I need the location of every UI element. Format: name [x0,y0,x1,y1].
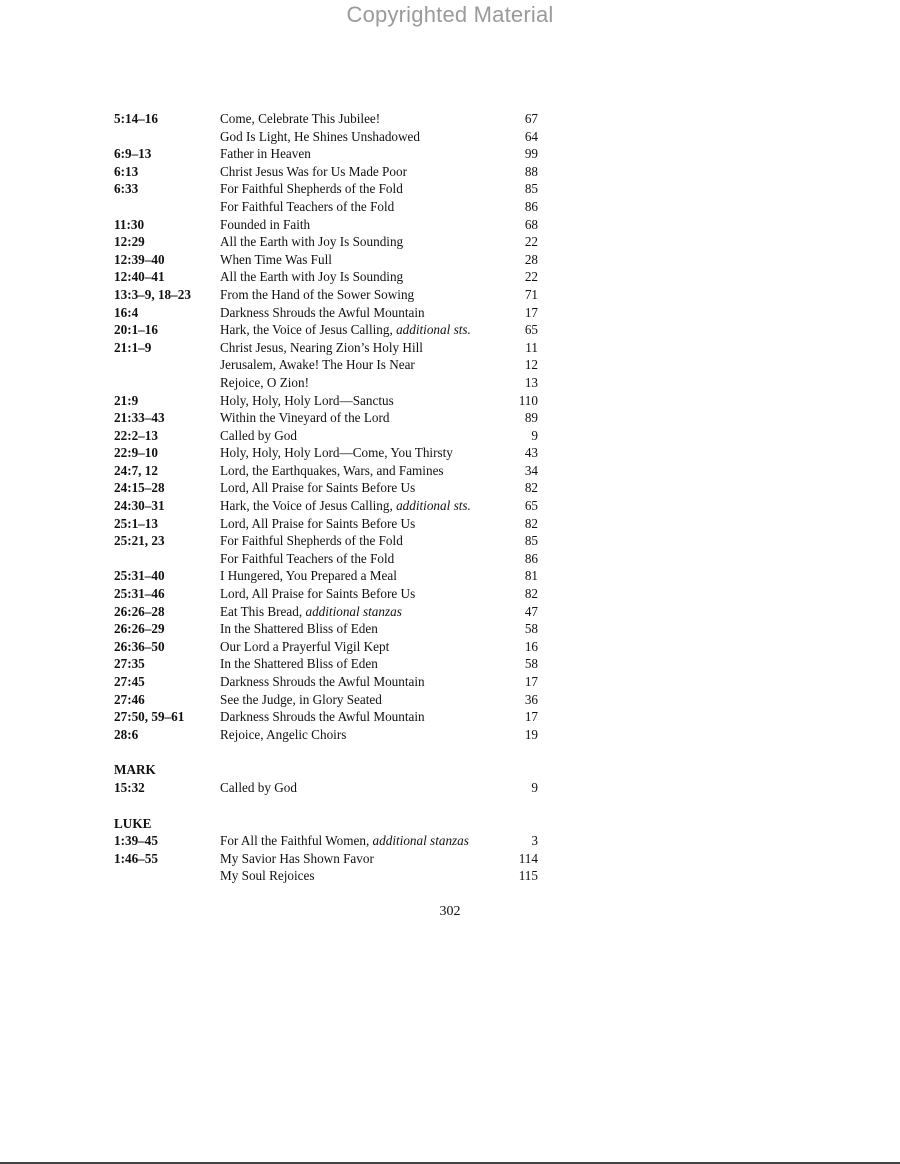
index-row [114,462,540,480]
index-row [114,603,540,621]
hymn-number: 85 [524,181,538,197]
scripture-reference: 25:31–46 [114,586,165,602]
hymn-number: 85 [524,533,538,549]
index-row [114,691,540,709]
hymn-title [220,532,403,550]
index-row [114,673,540,691]
scripture-reference: 22:9–10 [114,445,158,461]
hymn-title-text: For Faithful Teachers of the Fold [220,550,395,566]
scripture-reference: 5:14–16 [114,111,158,126]
scripture-reference: 27:45 [114,674,145,689]
index-row [114,233,540,251]
hymn-title [220,427,297,445]
hymn-number: 89 [524,410,538,426]
index-row [114,585,540,603]
index-row [114,726,540,744]
index-row [114,655,540,673]
scripture-reference: 26:26–28 [114,603,165,619]
index-row [114,444,540,462]
hymn-number: 3 [531,833,538,849]
scripture-index [114,110,540,885]
hymn-title [220,163,407,181]
hymn-number: 17 [524,709,538,725]
page-number: 302 [439,904,461,919]
hymn-number: 81 [524,568,538,584]
hymn-title-text: From the Hand of the Sower Sowing [220,286,415,302]
index-row [114,567,540,585]
index-row [114,180,540,198]
hymn-title [220,216,310,234]
hymn-title-text: Within the Vineyard of the Lord [220,410,390,426]
hymn-title-text: Lord, All Praise for Saints Before Us [220,515,416,531]
hymn-number: 36 [524,691,538,707]
hymn-title [220,673,425,691]
hymn-title [220,603,402,621]
hymn-title [220,691,382,709]
hymn-title [220,832,469,850]
hymn-title [220,515,415,533]
hymn-number: 82 [524,515,538,531]
index-row [114,779,540,797]
hymn-title-text: For Faithful Shepherds of the Fold [220,181,403,197]
hymn-title [220,339,423,357]
scripture-reference: 12:40–41 [114,269,165,285]
scripture-reference: 27:50, 59–61 [114,709,185,725]
hymn-title [220,145,311,163]
scripture-reference: 27:35 [114,656,145,672]
book-heading: MARK [114,762,156,778]
hymn-title [220,268,403,286]
hymn-title-text: All the Earth with Joy Is Sounding [220,234,404,250]
hymn-title [220,321,471,339]
hymn-title [220,726,346,744]
copyright-watermark: Copyrighted Material [346,2,554,27]
hymn-title-text: When Time Was Full [220,251,332,267]
hymn-title-text: Hark, the Voice of Jesus Calling, [220,322,393,338]
index-row [114,339,540,357]
hymn-number: 86 [524,198,538,214]
hymn-note: additional sts. [396,322,471,338]
scripture-reference: 1:46–55 [114,850,158,866]
hymn-title-text: Lord, All Praise for Saints Before Us [220,480,416,496]
hymn-title-text: My Soul Rejoices [220,868,315,884]
hymn-title-text: Darkness Shrouds the Awful Mountain [220,709,425,725]
hymn-title-text: Christ Jesus, Nearing Zion’s Holy Hill [220,339,423,355]
hymn-title-text: Christ Jesus Was for Us Made Poor [220,163,407,179]
hymn-title-text: In the Shattered Bliss of Eden [220,621,378,637]
index-row [114,708,540,726]
index-row [114,286,540,304]
hymn-title-text: Founded in Faith [220,216,311,232]
hymn-title [220,198,394,216]
hymn-title-text: Our Lord a Prayerful Vigil Kept [220,638,390,654]
hymn-title [220,392,394,410]
index-row [114,268,540,286]
hymn-title-text: I Hungered, You Prepared a Meal [220,568,397,584]
scripture-reference: 16:4 [114,304,139,320]
hymn-number: 17 [524,674,538,689]
hymn-number: 114 [518,850,538,866]
hymn-number: 13 [524,374,538,390]
scripture-reference: 25:21, 23 [114,533,165,549]
hymn-title-text: For All the Faithful Women, [220,833,370,849]
scripture-reference: 24:7, 12 [114,462,158,478]
hymn-title-text: For Faithful Teachers of the Fold [220,198,395,214]
scripture-reference: 25:31–40 [114,568,165,584]
hymn-title [220,550,394,568]
hymn-title [220,233,403,251]
index-row [114,638,540,656]
hymn-title [220,286,414,304]
hymn-title-text: Holy, Holy, Holy Lord—Sanctus [220,392,394,408]
hymn-title [220,128,420,146]
index-row [114,110,540,128]
scripture-reference: 25:1–13 [114,515,158,531]
hymn-title [220,850,374,868]
hymn-title-text: Hark, the Voice of Jesus Calling, [220,498,393,514]
hymn-title-text: See the Judge, in Glory Seated [220,691,382,707]
hymn-title [220,567,397,585]
hymn-number: 9 [531,427,538,443]
index-row [114,479,540,497]
hymn-number: 9 [531,779,538,795]
index-row [114,128,540,146]
hymn-number: 64 [524,128,538,144]
scripture-reference: 27:46 [114,691,145,707]
hymn-number: 115 [518,868,538,884]
hymn-title [220,409,389,427]
hymn-title [220,356,415,374]
scripture-reference: 21:1–9 [114,339,152,355]
index-row [114,620,540,638]
hymn-title-text: Holy, Holy, Holy Lord—Come, You Thirsty [220,445,453,461]
index-row [114,321,540,339]
scripture-reference: 28:6 [114,726,139,742]
hymn-number: 17 [524,304,538,320]
hymn-number: 58 [524,621,538,637]
hymn-note: additional stanzas [305,603,402,619]
index-row [114,374,540,392]
hymn-title-text: In the Shattered Bliss of Eden [220,656,378,672]
hymn-title-text: Rejoice, Angelic Choirs [220,726,347,742]
hymn-number: 47 [524,603,538,619]
hymn-title-text: Jerusalem, Awake! The Hour Is Near [220,357,415,373]
index-row [114,832,540,850]
index-row [114,356,540,374]
index-row [114,515,540,533]
hymn-number: 68 [524,216,538,232]
hymn-number: 67 [524,111,538,126]
scripture-reference: 21:9 [114,392,139,408]
index-row [114,409,540,427]
index-row [114,163,540,181]
hymn-title [220,620,378,638]
hymn-number: 22 [524,234,538,250]
hymn-title [220,479,415,497]
hymn-title-text: Father in Heaven [220,146,311,162]
scripture-reference: 6:33 [114,181,139,197]
index-row [114,497,540,515]
index-row [114,867,540,885]
hymn-title [220,585,415,603]
hymn-number: 71 [524,286,538,302]
hymn-title [220,867,315,885]
scripture-reference: 6:13 [114,163,139,179]
scripture-reference: 24:30–31 [114,498,165,514]
hymn-number: 58 [524,656,538,672]
hymn-number: 88 [524,163,538,179]
scripture-reference: 26:36–50 [114,638,165,654]
scripture-reference: 6:9–13 [114,146,152,162]
hymn-title-text: Darkness Shrouds the Awful Mountain [220,674,425,689]
hymn-title-text: For Faithful Shepherds of the Fold [220,533,403,549]
index-row [114,550,540,568]
scripture-reference: 11:30 [114,216,145,232]
index-row [114,145,540,163]
hymn-title-text: Darkness Shrouds the Awful Mountain [220,304,425,320]
hymn-title-text: Come, Celebrate This Jubilee! [220,111,381,126]
index-row [114,216,540,234]
scripture-reference: 12:29 [114,234,145,250]
scripture-reference: 20:1–16 [114,322,158,338]
hymn-number: 65 [524,498,538,514]
hymn-title [220,180,403,198]
hymn-number: 99 [524,146,538,162]
hymn-number: 11 [525,339,538,355]
hymn-number: 19 [524,726,538,742]
hymn-note: additional stanzas [372,833,469,849]
hymn-title-text: Eat This Bread, [220,603,303,619]
hymn-title-text: God Is Light, He Shines Unshadowed [220,128,420,144]
hymn-title [220,374,309,392]
hymn-number: 34 [524,462,538,478]
index-row [114,251,540,269]
scripture-reference: 21:33–43 [114,410,165,426]
hymn-number: 43 [524,445,538,461]
hymn-number: 82 [524,586,538,602]
hymn-number: 82 [524,480,538,496]
hymn-title [220,462,444,480]
hymn-number: 65 [524,322,538,338]
hymn-number: 12 [524,357,538,373]
hymn-title [220,110,380,128]
hymn-number: 86 [524,550,538,566]
hymn-title [220,638,389,656]
hymn-title [220,251,332,269]
index-row [114,532,540,550]
hymn-title-text: Called by God [220,779,297,795]
hymn-number: 110 [518,392,538,408]
index-row [114,850,540,868]
hymn-number: 16 [524,638,538,654]
scripture-reference: 24:15–28 [114,480,165,496]
hymn-title [220,304,425,322]
hymn-title [220,655,378,673]
index-row [114,427,540,445]
index-row [114,392,540,410]
hymn-number: 22 [524,269,538,285]
hymn-title-text: All the Earth with Joy Is Sounding [220,269,404,285]
scripture-reference: 15:32 [114,779,145,795]
scripture-reference: 22:2–13 [114,427,158,443]
hymn-title [220,708,425,726]
hymn-title [220,779,297,797]
hymn-title-text: My Savior Has Shown Favor [220,850,374,866]
index-row [114,198,540,216]
hymn-title-text: Lord, the Earthquakes, Wars, and Famines [220,462,444,478]
hymn-title-text: Called by God [220,427,297,443]
hymn-title-text: Lord, All Praise for Saints Before Us [220,586,416,602]
hymn-number: 28 [524,251,538,267]
hymn-title [220,497,471,515]
scripture-reference: 13:3–9, 18–23 [114,286,191,302]
scripture-reference: 12:39–40 [114,251,165,267]
book-heading: LUKE [114,815,152,831]
hymn-note: additional sts. [396,498,471,514]
index-row [114,304,540,322]
hymn-title [220,444,453,462]
scripture-reference: 1:39–45 [114,833,158,849]
hymn-title-text: Rejoice, O Zion! [220,374,309,390]
scripture-reference: 26:26–29 [114,621,165,637]
